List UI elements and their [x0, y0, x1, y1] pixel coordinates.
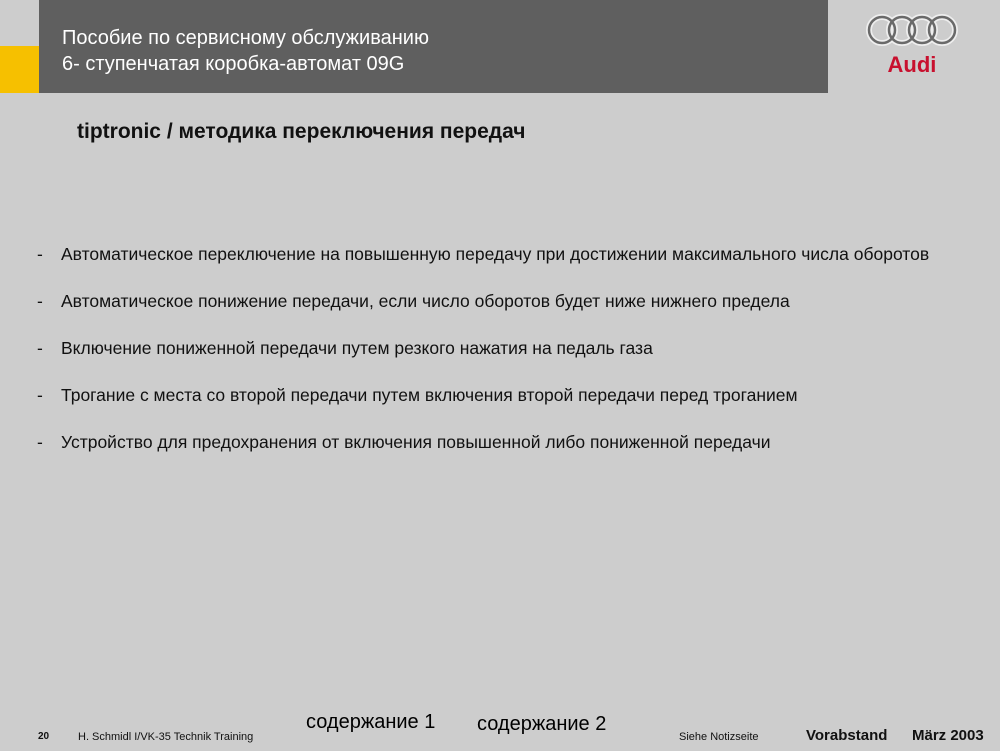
bullet-text: Трогание с места со второй передачи путем включения второй передачи перед троганием	[61, 385, 798, 405]
bullet-dash: -	[37, 244, 43, 264]
bullet-dash: -	[37, 338, 43, 358]
document-status: Vorabstand	[806, 727, 888, 744]
bullet-text: Включение пониженной передачи путем резкого нажатия на педаль газа	[61, 338, 653, 358]
footer	[0, 700, 1000, 751]
bullet-item	[37, 431, 967, 454]
contents-2-link[interactable]: содержание 2	[477, 713, 607, 735]
header-subtitle: 6- ступенчатая коробка-автомат 09G	[62, 53, 405, 75]
brand-wordmark: Audi	[887, 52, 937, 77]
audi-logo	[862, 10, 962, 76]
bullet-item	[37, 243, 967, 266]
bullet-dash: -	[37, 291, 43, 311]
header-band	[39, 0, 828, 93]
header-title: Пособие по сервисному обслуживанию	[62, 27, 429, 49]
bullet-dash: -	[37, 432, 43, 452]
slide-title: tiptronic / методика переключения передач	[77, 120, 526, 143]
bullet-text: Автоматическое понижение передачи, если число оборотов будет ниже нижнего предела	[61, 291, 790, 311]
accent-bar	[0, 46, 39, 93]
bullet-item	[37, 290, 967, 313]
notes-reference: Siehe Notizseite	[679, 731, 759, 743]
bullet-dash: -	[37, 385, 43, 405]
bullet-text: Автоматическое переключение на повышенную передачу при достижении максимального числа оборотов	[61, 244, 930, 264]
four-rings-icon	[862, 10, 962, 50]
bullet-text: Устройство для предохранения от включения повышенной либо пониженной передачи	[61, 432, 771, 452]
page-number: 20	[38, 731, 50, 742]
document-date: März 2003	[912, 727, 984, 744]
bullet-list	[37, 243, 967, 478]
bullet-item	[37, 337, 967, 360]
bullet-item	[37, 384, 967, 407]
author-credit: H. Schmidl I/VK-35 Technik Training	[78, 731, 254, 743]
contents-1-link[interactable]: содержание 1	[306, 711, 436, 733]
